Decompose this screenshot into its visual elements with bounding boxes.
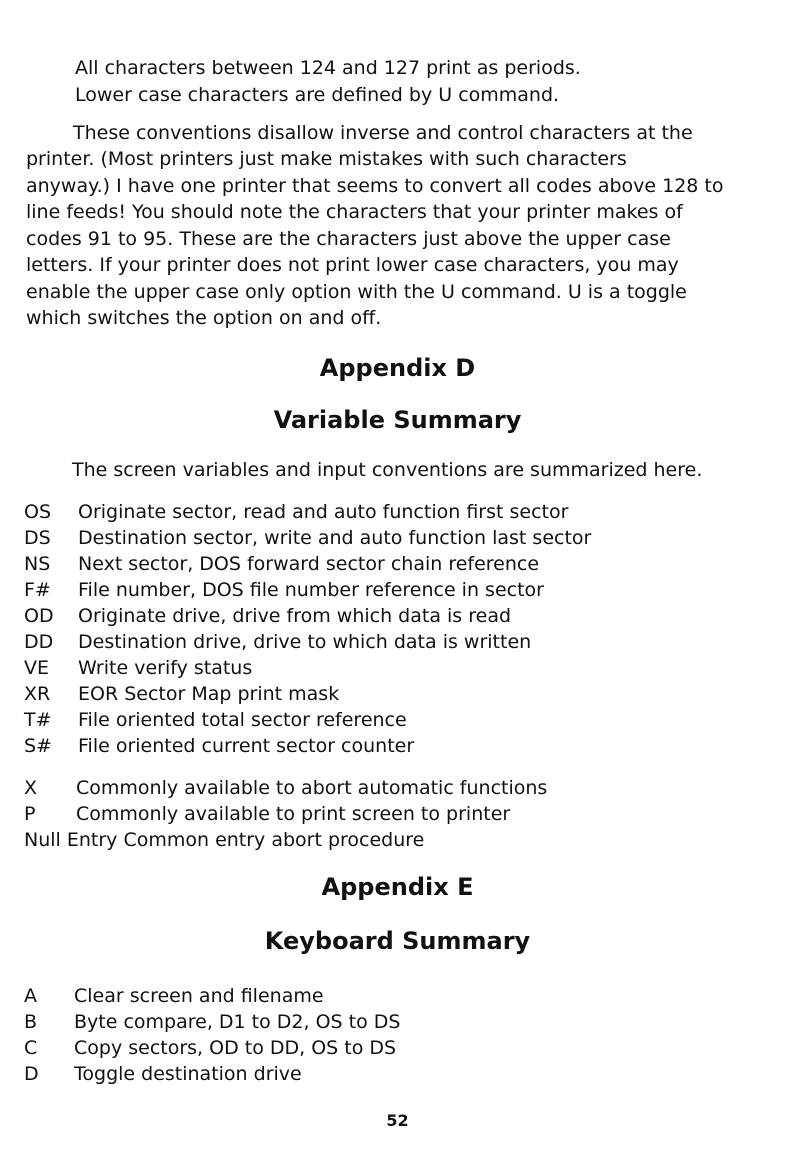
variable-desc: Destination sector, write and auto function last sector (78, 527, 592, 549)
key-desc: Clear screen and filename (74, 985, 324, 1007)
variable-desc: Destination drive, drive to which data is written (78, 631, 532, 653)
convention-code: Null Entry (24, 829, 118, 851)
convention-row (24, 828, 424, 852)
appendix-d-title: Appendix D (319, 354, 476, 382)
paragraph-line: codes 91 to 95. These are the characters just above the upper case (26, 228, 671, 250)
convention-desc: Commonly available to print screen to printer (76, 803, 511, 825)
convention-code: X (24, 777, 38, 799)
variable-code: T# (24, 709, 52, 731)
variable-desc: File oriented current sector counter (78, 735, 415, 757)
paragraph-line: letters. If your printer does not print lower case characters, you may (26, 254, 679, 276)
variable-desc: EOR Sector Map print mask (78, 683, 340, 705)
key-code: D (24, 1063, 39, 1085)
variable-code: OD (24, 605, 54, 627)
variable-desc: Next sector, DOS forward sector chain reference (78, 553, 540, 575)
appendix-e-title: Appendix E (321, 873, 474, 901)
intro-line: Lower case characters are defined by U command. (75, 84, 560, 106)
key-code: C (24, 1037, 38, 1059)
key-desc: Toggle destination drive (74, 1063, 302, 1085)
key-desc: Copy sectors, OD to DD, OS to DS (74, 1037, 397, 1059)
intro-line: All characters between 124 and 127 print as periods. (75, 57, 581, 79)
paragraph-line: enable the upper case only option with the U command. U is a toggle (26, 281, 687, 303)
variable-desc: Originate drive, drive from which data is read (78, 605, 512, 627)
appendix-e-subtitle: Keyboard Summary (264, 927, 531, 955)
page-number: 52 (386, 1111, 409, 1130)
convention-desc: Common entry abort procedure (123, 829, 425, 851)
appendix-d-intro: The screen variables and input conventions are summarized here. (72, 459, 703, 481)
variable-code: S# (24, 735, 52, 757)
convention-code: P (24, 803, 36, 825)
key-code: A (24, 985, 37, 1007)
key-desc: Byte compare, D1 to D2, OS to DS (74, 1011, 401, 1033)
variable-desc: File number, DOS file number reference in sector (78, 579, 544, 601)
paragraph-line: printer. (Most printers just make mistakes with such characters (26, 148, 627, 170)
variable-code: NS (24, 553, 51, 575)
variable-desc: Write verify status (78, 657, 253, 679)
variable-code: XR (24, 683, 51, 705)
variable-code: DD (24, 631, 54, 653)
variable-code: VE (24, 657, 50, 679)
variable-code: F# (24, 579, 51, 601)
variable-code: DS (24, 527, 51, 549)
appendix-d-subtitle: Variable Summary (273, 406, 522, 434)
key-code: B (24, 1011, 38, 1033)
paragraph-line: which switches the option on and off. (26, 307, 382, 329)
variable-code: OS (24, 501, 52, 523)
paragraph-line: These conventions disallow inverse and control characters at the (73, 122, 693, 144)
paragraph-line: anyway.) I have one printer that seems to convert all codes above 128 to (26, 175, 724, 197)
variable-desc: File oriented total sector reference (78, 709, 407, 731)
variable-desc: Originate sector, read and auto function first sector (78, 501, 569, 523)
paragraph-line: line feeds! You should note the characters that your printer makes of (26, 201, 683, 223)
convention-desc: Commonly available to abort automatic functions (76, 777, 548, 799)
